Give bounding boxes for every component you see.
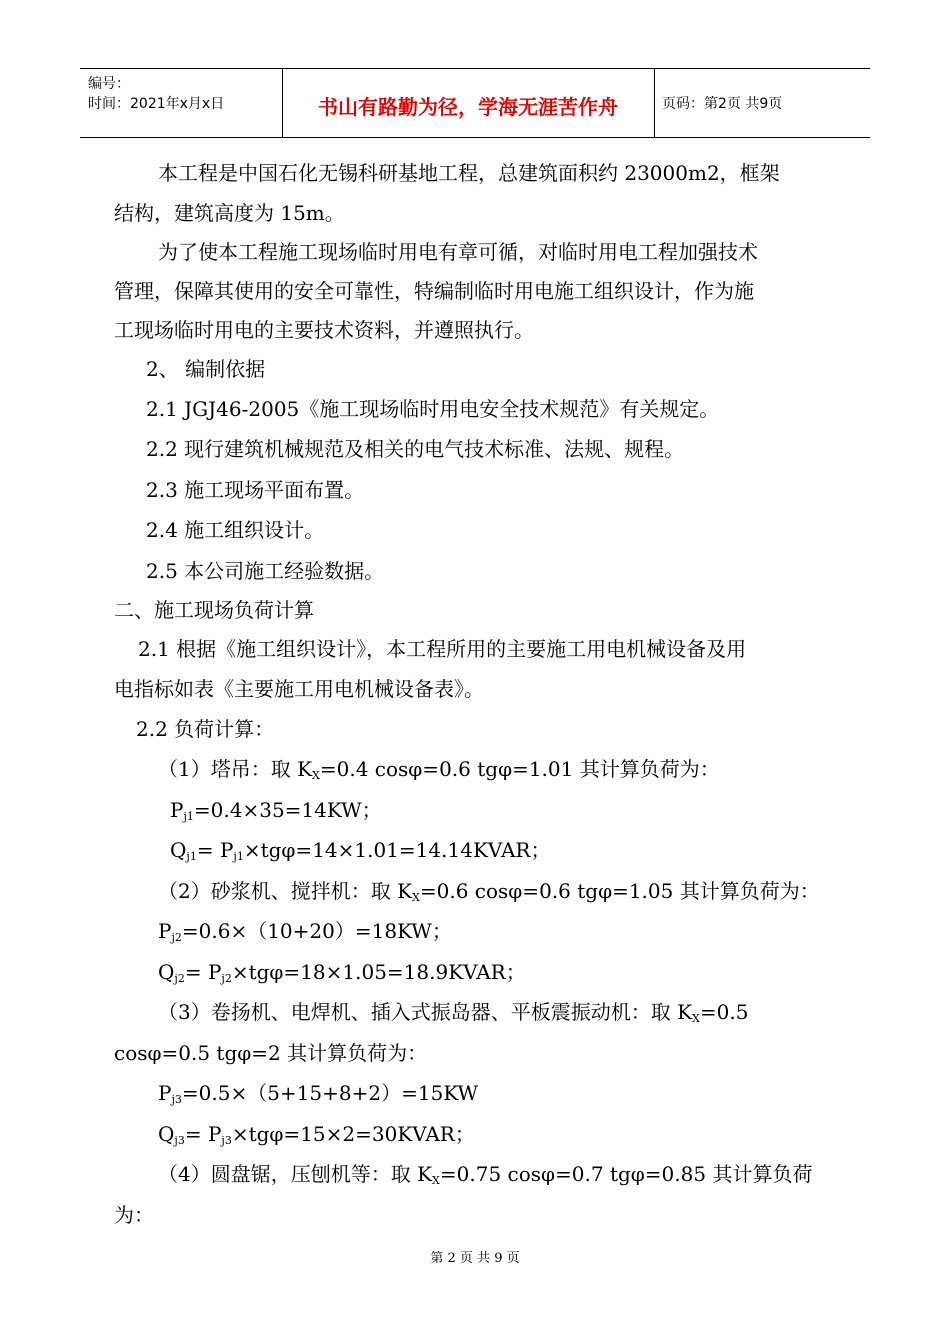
text-run: =0.75 cosφ=0.7 tgφ=0.85 其计算负荷 [439, 1162, 813, 1186]
text-run: =0.5 [699, 1000, 749, 1024]
body-line: 电指标如表《主要施工用电机械设备表》。 [114, 677, 484, 701]
subscript: X [312, 769, 320, 782]
section-heading: 二、施工现场负荷计算 [114, 598, 314, 622]
formula-line [170, 797, 382, 830]
number-label: 编号： [88, 76, 130, 92]
page-header [80, 68, 870, 138]
subscript: X [412, 891, 420, 904]
text-run: =0.6×（10+20）=18KW； [181, 919, 452, 943]
date-label: 时间：2021年x月x日 [88, 96, 225, 112]
text-run: P [158, 1081, 172, 1105]
subscript: j1 [183, 810, 194, 823]
page-code: 页码：第2页 共9页 [662, 96, 783, 112]
text-run: = P [184, 960, 222, 984]
text-run: Q [158, 1122, 175, 1146]
subscript: j3 [221, 1134, 232, 1147]
text-run: Q [170, 838, 187, 862]
subscript: j1 [233, 850, 244, 863]
list-item: 2.5 本公司施工经验数据。 [146, 559, 385, 583]
formula-line [158, 878, 820, 911]
text-run: P [158, 919, 172, 943]
text-run: P [170, 798, 184, 822]
text-run: （1）塔吊：取 K [158, 757, 313, 781]
text-run: = P [196, 838, 234, 862]
header-meta-cell [80, 69, 283, 137]
list-item: 2.1 JGJ46-2005《施工现场临时用电安全技术规范》有关规定。 [146, 397, 720, 421]
formula-line [170, 837, 550, 870]
section-heading: 2、 编制依据 [146, 357, 266, 381]
formula-line: cosφ=0.5 tgφ=2 其计算负荷为： [114, 1041, 428, 1065]
formula-line [158, 959, 526, 992]
text-run: ×tgφ=14×1.01=14.14KVAR； [243, 838, 551, 862]
subscript: j2 [174, 972, 185, 985]
text-run: = P [184, 1122, 222, 1146]
text-run: Q [158, 960, 175, 984]
page-footer: 第 2 页 共 9 页 [430, 1251, 520, 1266]
body-line: 2.1 根据《施工组织设计》，本工程所用的主要施工用电机械设备及用 [138, 637, 747, 661]
text-run: =0.5×（5+15+8+2）=15KW [181, 1081, 479, 1105]
text-run: =0.4 cosφ=0.6 tgφ=1.01 其计算负荷为： [319, 757, 720, 781]
text-run: =0.6 cosφ=0.6 tgφ=1.05 其计算负荷为： [419, 879, 820, 903]
subscript: j3 [171, 1093, 182, 1106]
subscript: j2 [221, 972, 232, 985]
body-line: 管理，保障其使用的安全可靠性，特编制临时用电施工组织设计，作为施 [114, 279, 754, 303]
text-run: （2）砂浆机、搅拌机：取 K [158, 879, 413, 903]
header-page-cell [654, 69, 870, 137]
body-line: 本工程是中国石化无锡科研基地工程，总建筑面积约 23000m2，框架 [158, 161, 780, 185]
subsection-heading: 2.2 负荷计算： [136, 717, 275, 741]
formula-line [158, 1080, 478, 1113]
motto: 书山有路勤为径，学海无涯苦作舟 [318, 95, 618, 119]
formula-line [158, 1161, 812, 1194]
text-run: ×tgφ=18×1.05=18.9KVAR； [231, 960, 526, 984]
header-motto-cell [282, 69, 655, 137]
subscript: j1 [186, 850, 197, 863]
list-item: 2.2 现行建筑机械规范及相关的电气技术标准、法规、规程。 [146, 437, 685, 461]
text-run: （3）卷扬机、电焊机、插入式振岛器、平板震振动机：取 K [158, 1000, 693, 1024]
body-line: 结构，建筑高度为 15m。 [114, 201, 345, 225]
subscript: j2 [171, 931, 182, 944]
subscript: X [432, 1174, 440, 1187]
formula-line [158, 918, 452, 951]
formula-line [158, 1121, 475, 1154]
text-run: （4）圆盘锯，压刨机等：取 K [158, 1162, 433, 1186]
formula-line [158, 756, 720, 789]
formula-line [158, 999, 748, 1032]
subscript: j3 [174, 1134, 185, 1147]
list-item: 2.3 施工现场平面布置。 [146, 478, 365, 502]
subscript: X [692, 1012, 700, 1025]
body-line: 工现场临时用电的主要技术资料，并遵照执行。 [114, 318, 534, 342]
text-run: =0.4×35=14KW； [193, 798, 382, 822]
list-item: 2.4 施工组织设计。 [146, 518, 325, 542]
body-line: 为： [114, 1203, 154, 1227]
body-line: 为了使本工程施工现场临时用电有章可循，对临时用电工程加强技术 [158, 240, 758, 264]
text-run: ×tgφ=15×2=30KVAR； [231, 1122, 475, 1146]
